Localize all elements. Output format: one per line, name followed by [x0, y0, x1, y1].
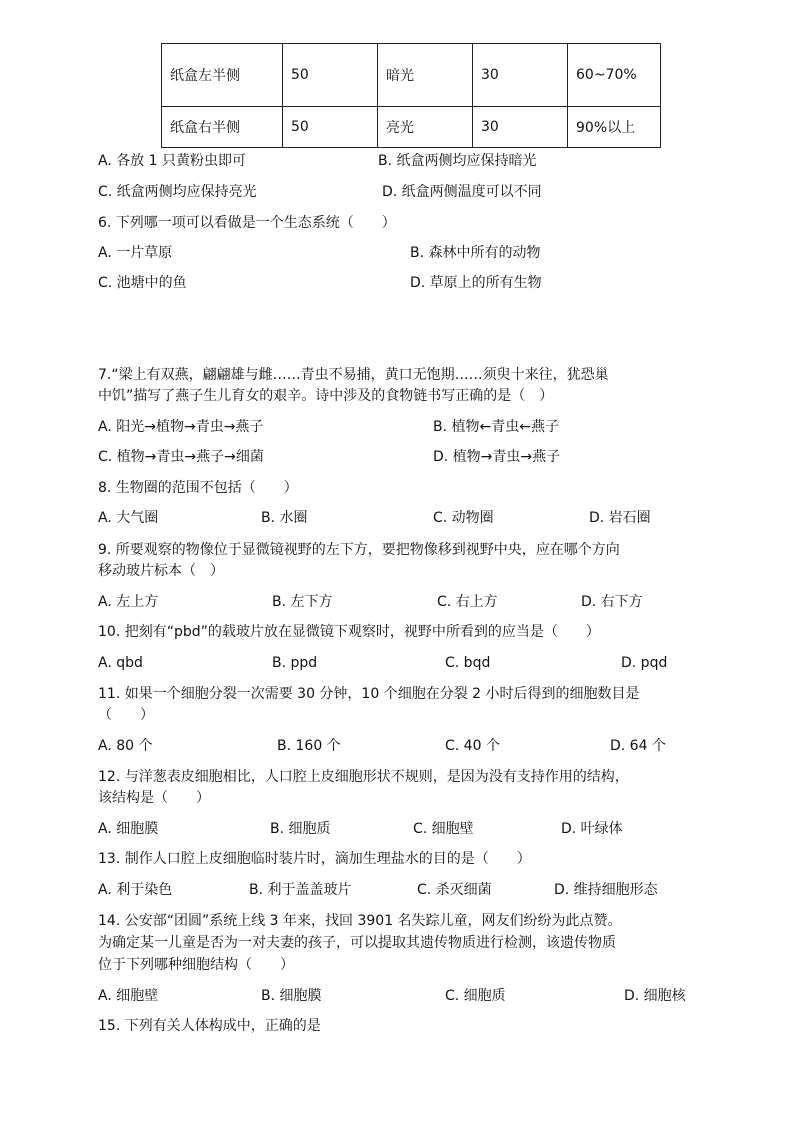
table-cell: 60~70%: [568, 44, 661, 107]
q8-stem: 8. 生物圈的范围不包括（ ）: [98, 480, 298, 496]
q10-option-d: D. pqd: [621, 655, 668, 671]
q8-option-c: C. 动物圈: [433, 510, 494, 526]
table-cell: 暗光: [378, 44, 473, 107]
q14-stem-line2: 为确定某一儿童是否为一对夫妻的孩子，可以提取其遗传物质进行检测，该遗传物质: [98, 935, 616, 951]
q12-option-d: D. 叶绿体: [561, 821, 623, 837]
q12-option-a: A. 细胞膜: [98, 821, 159, 837]
experiment-table: [161, 43, 661, 148]
q14-option-d: D. 细胞核: [624, 988, 686, 1004]
q11-stem-line1: 11. 如果一个细胞分裂一次需要 30 分钟，10 个细胞在分裂 2 小时后得到的细胞数目是: [98, 686, 640, 702]
q14-stem-line1: 14. 公安部“团圆”系统上线 3 年来，找回 3901 名失踪儿童，网友们纷纷为此点赞。: [98, 913, 622, 929]
q6-option-a: A. 一片草原: [98, 245, 173, 261]
q7-option-b: B. 植物←青虫←燕子: [433, 419, 559, 435]
q11-option-d: D. 64 个: [610, 738, 666, 754]
q13-option-b: B. 利于盖盖玻片: [249, 882, 352, 898]
q9-option-d: D. 右下方: [581, 594, 643, 610]
q10-stem: 10. 把刻有“pbd”的载玻片放在显微镜下观察时，视野中所看到的应当是（ ）: [98, 624, 600, 640]
q9-stem-line1: 9. 所要观察的物像位于显微镜视野的左下方，要把物像移到视野中央，应在哪个方向: [98, 542, 620, 558]
q14-option-c: C. 细胞质: [445, 988, 506, 1004]
table-cell: 亮光: [378, 107, 473, 148]
table-row: [162, 107, 661, 148]
q11-stem-line2: （ ）: [98, 707, 154, 723]
q8-option-d: D. 岩石圈: [589, 510, 651, 526]
q9-option-c: C. 右上方: [437, 594, 498, 610]
q7-option-d: D. 植物→青虫→燕子: [433, 449, 561, 465]
q8-option-b: B. 水圈: [261, 510, 308, 526]
q9-option-a: A. 左上方: [98, 594, 159, 610]
q11-option-a: A. 80 个: [98, 738, 153, 754]
q13-option-a: A. 利于染色: [98, 882, 173, 898]
q7-stem-line2: 中饥”描写了燕子生儿育女的艰辛。诗中涉及的食物链书写正确的是（ ）: [98, 388, 554, 404]
q11-option-c: C. 40 个: [445, 738, 500, 754]
q7-option-a: A. 阳光→植物→青虫→燕子: [98, 419, 264, 435]
q12-stem-line1: 12. 与洋葱表皮细胞相比，人口腔上皮细胞形状不规则，是因为没有支持作用的结构，: [98, 769, 629, 785]
q5-option-d: D. 纸盒两侧温度可以不同: [382, 184, 542, 200]
table-cell: 纸盒右半侧: [162, 107, 283, 148]
q12-stem-line2: 该结构是（ ）: [98, 790, 210, 806]
table-cell: 50: [283, 44, 378, 107]
q11-option-b: B. 160 个: [277, 738, 341, 754]
table-cell: 50: [283, 107, 378, 148]
q10-option-b: B. ppd: [272, 655, 318, 671]
q12-option-c: C. 细胞壁: [413, 821, 474, 837]
q14-option-b: B. 细胞膜: [261, 988, 322, 1004]
table-cell: 30: [473, 107, 568, 148]
q6-option-b: B. 森林中所有的动物: [410, 245, 541, 261]
q14-option-a: A. 细胞壁: [98, 988, 159, 1004]
q5-option-c: C. 纸盒两侧均应保持亮光: [98, 184, 257, 200]
q10-option-c: C. bqd: [445, 655, 491, 671]
q8-option-a: A. 大气圈: [98, 510, 159, 526]
q12-option-b: B. 细胞质: [270, 821, 331, 837]
table-cell: 纸盒左半侧: [162, 44, 283, 107]
q14-stem-line3: 位于下列哪种细胞结构（ ）: [98, 957, 294, 973]
q13-option-c: C. 杀灭细菌: [417, 882, 492, 898]
table-cell: 30: [473, 44, 568, 107]
q13-option-d: D. 维持细胞形态: [554, 882, 658, 898]
q5-option-b: B. 纸盒两侧均应保持暗光: [378, 153, 537, 169]
q6-stem: 6. 下列哪一项可以看做是一个生态系统（ ）: [98, 215, 396, 231]
q15-stem: 15. 下列有关人体构成中，正确的是: [98, 1018, 321, 1034]
q6-option-c: C. 池塘中的鱼: [98, 275, 187, 291]
q7-stem-line1: 7.“梁上有双燕，翩翩雄与雌……青虫不易捕，黄口无饱期……须臾十来往，犹恐巢: [98, 367, 609, 383]
q13-stem: 13. 制作人口腔上皮细胞临时装片时，滴加生理盐水的目的是（ ）: [98, 851, 531, 867]
q7-option-c: C. 植物→青虫→燕子→细菌: [98, 449, 264, 465]
q6-option-d: D. 草原上的所有生物: [410, 275, 542, 291]
q9-option-b: B. 左下方: [272, 594, 333, 610]
q10-option-a: A. qbd: [98, 655, 143, 671]
table-cell: 90%以上: [568, 107, 661, 148]
q9-stem-line2: 移动玻片标本（ ）: [98, 563, 224, 579]
q5-option-a: A. 各放 1 只黄粉虫即可: [98, 153, 247, 169]
table-row: [162, 44, 661, 107]
